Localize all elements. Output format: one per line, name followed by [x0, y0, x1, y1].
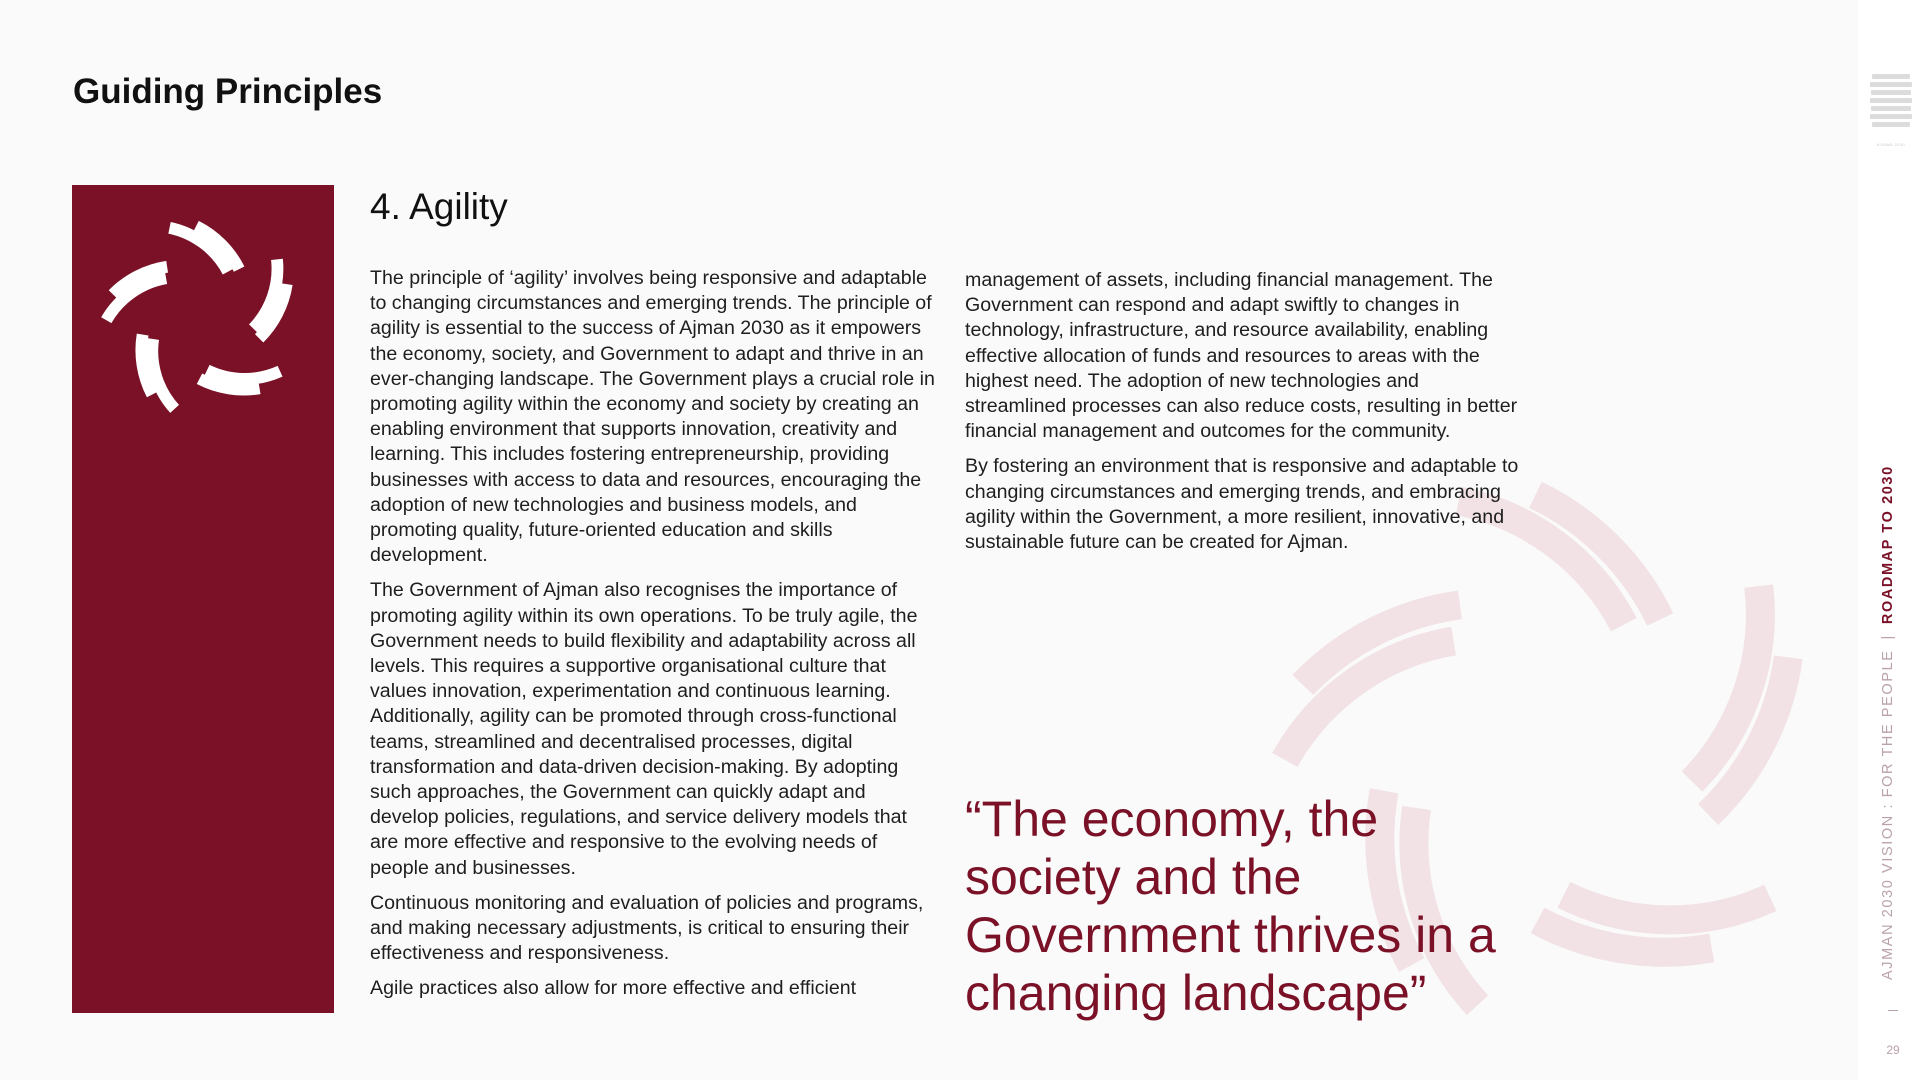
- section-heading: 4. Agility: [370, 186, 508, 227]
- paragraph: Continuous monitoring and evaluation of policies and programs, and making necessary adjustments, is critical to ensuring their effectiveness and responsiveness.: [370, 891, 924, 965]
- paragraph: Agile practices also allow for more effective and efficient: [370, 977, 857, 1000]
- text-column-right: [965, 268, 1525, 565]
- pull-quote: “The economy, the society and the Government thrives in a changing landscape”: [965, 791, 1496, 1021]
- ajman-2030-logo-icon: [1870, 72, 1912, 140]
- paragraph: The principle of ‘agility’ involves being responsive and adaptable to changing circumstances and emerging trends. The principle of agility is essential to the success of Ajman 2030 as it empowers the economy, society, and Government to adapt and thrive in an ever-changing landscape. The Government plays a crucial role in promoting agility within the economy and society by creating an enabling environment that supports innovation, creativity and learning. This includes fostering entrepreneurship, providing businesses with access to data and resources, encouraging the adoption of new technologies and business models, and promoting quality, future-oriented education and skills development.: [370, 267, 935, 567]
- label-emphasis: ROADMAP TO 2030: [1880, 465, 1896, 625]
- rail-divider: [1888, 1010, 1898, 1011]
- vertical-document-label: [1880, 465, 1896, 980]
- text-column-left: [370, 266, 938, 1012]
- paragraph: management of assets, including financial management. The Government can respond and adapt swiftly to changes in technology, infrastructure, and resource availability, enabling effective allocation of funds and resources to areas with the highest need. The adoption of new technologies and streamlined processes can also reduce costs, resulting in better financial management and outcomes for the community.: [965, 269, 1518, 443]
- page-title: Guiding Principles: [73, 72, 383, 111]
- logo-caption: AJMAN 2030: [1876, 142, 1906, 147]
- swirl-emblem-icon: [94, 210, 309, 425]
- paragraph: By fostering an environment that is responsive and adaptable to changing circumstances and emerging trends, and embracing agility within the Government, a more resilient, innovative, and sustainable future can be created for Ajman.: [965, 455, 1519, 554]
- page-number: 29: [1886, 1043, 1900, 1057]
- label-prefix: AJMAN 2030 VISION : FOR THE PEOPLE: [1880, 649, 1896, 980]
- maroon-panel: [72, 185, 334, 1013]
- paragraph: The Government of Ajman also recognises the importance of promoting agility within its own operations. To be truly agile, the Government needs to build flexibility and adaptability across all levels. This requires a supportive organisational culture that values innovation, experimentation and continuous learning. Additionally, agility can be promoted through cross-functional teams, streamlined and decentralised processes, digital transformation and data-driven decision-making. By adopting such approaches, the Government can quickly adapt and develop policies, regulations, and service delivery models that are more effective and responsive to the evolving needs of people and businesses.: [370, 579, 918, 879]
- label-separator: |: [1880, 634, 1896, 640]
